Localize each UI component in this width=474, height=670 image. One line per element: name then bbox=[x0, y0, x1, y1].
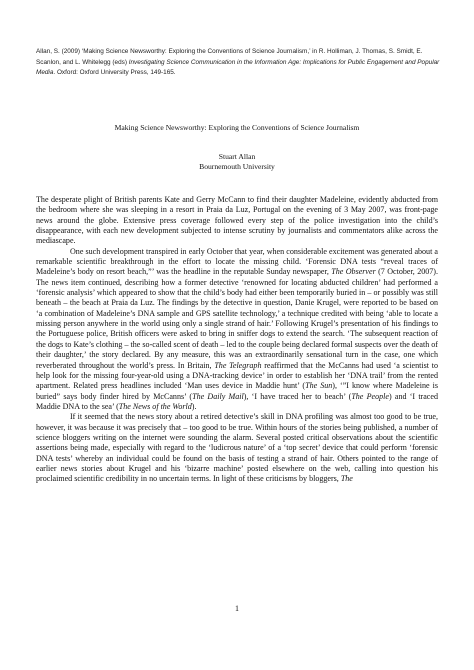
author-block bbox=[36, 152, 438, 173]
publication-name: The News of the World bbox=[118, 401, 192, 411]
paragraph-2 bbox=[36, 247, 438, 413]
publication-name: The Telegraph bbox=[214, 360, 262, 370]
text-run: reaffirmed that the McCanns had used ‘a scientist to help look for the missing four-year-old using a DNA-tracking device’ in order to establish her ‘DNA trail’ from the rented apartment. Related press headlines included ‘Man uses device in Maddie hunt’ ( bbox=[36, 360, 438, 391]
author-name: Stuart Allan bbox=[218, 152, 256, 161]
publication-name: The Observer bbox=[331, 267, 376, 277]
publication-name: The bbox=[340, 474, 353, 484]
text-run: (7 October, 2007). The news item continued, describing how a former detective ‘renowned for locating abducted children’ had performed a ‘forensic analysis’ which appeared to show that the child’s body had either been temporarily buried in – or possibly was still beneath – the beach at Praia da Luz. The findings by the detective in question, Danie Krugel, were reported to be based on ‘a combination of Madeleine’s DNA sample and GPS satellite technology,’ a technique credited with being ‘able to locate a missing person anywhere in the world using only a single strand of hair.’ Following Krugel’s presentation of his findings to the Portuguese police, British officers were asked to bring in sniffer dogs to extend the search. ‘The subsequent reaction of the dogs to Kate’s clothing – the so-called scent of death – led to the couple being declared formal suspects over the death of their daughter,’ the story declared. By any measure, this was an extraordinarily sensational turn in the case, one which reverberated throughout the world’s press. In Britain, bbox=[36, 267, 438, 370]
paper-title: Making Science Newsworthy: Exploring the Conventions of Science Journalism bbox=[114, 123, 360, 132]
text-run: One such development transpired in early October that year, when considerable excitement was generated about a remarkable scientific breakthrough in the effort to locate the missing child. ‘Forensic DNA tests “reveal traces of Madeleine’s body on resort beach,”’ was the headline in the reputable Sunday newspaper, bbox=[36, 246, 438, 277]
page-number: 1 bbox=[235, 604, 239, 613]
publication-name: The Daily Mail bbox=[192, 391, 244, 401]
text-run: ). bbox=[191, 401, 197, 411]
paragraph-1: The desperate plight of British parents Kate and Gerry McCann to find their daughter Madeleine, evidently abducted from the bedroom where she was sleeping in a resort in Praia da Luz, Portugal on the evening of 3 May 2007, was front-page news around the globe. Extensive press coverage followed every step of the police investigation into the child’s disappearance, with each new development subjected to intense scrutiny by journalists and commentators alike across the mediascape. bbox=[36, 195, 438, 246]
citation-book-title: Investigating Science Communication in the Information Age: Implications for Public Engagement and Popular Media bbox=[36, 58, 440, 77]
citation-text: Allan, S. (2009) ‘Making Science Newsworthy: Exploring the Conventions of Science Journalism,’ in R. Holliman, J. Thomas, S. Smidt, E. Scanlon, and L. Whitelegg (eds) bbox=[36, 48, 423, 66]
body-text bbox=[36, 195, 438, 485]
author-affiliation: Bournemouth University bbox=[199, 162, 275, 172]
publication-name: The Sun bbox=[305, 381, 333, 391]
text-run: ), ‘”I know where Madeleine is buried” says body finder hired by McCanns’ ( bbox=[36, 381, 438, 401]
citation-header bbox=[36, 47, 440, 79]
paragraph-3 bbox=[36, 412, 438, 484]
text-run: ), ‘I have traced her to beach’ ( bbox=[243, 391, 352, 401]
citation-publisher: . Oxford: Oxford University Press, 149-165. bbox=[53, 69, 176, 77]
text-run: ) and ‘I traced Maddie DNA to the sea’ ( bbox=[36, 391, 438, 411]
text-run: If it seemed that the news story about a retired detective’s skill in DNA profiling was almost too good to be true, however, it was because it was precisely that – too good to be true. Within hours of the stories being published, a number of science bloggers writing on the internet were sounding the alarm. Several posted critical observations about the scientific assertions being made, especially with regard to the ‘ludicrous nature’ of a ‘top secret’ device that could perform ‘forensic DNA tests’ whereby an individual could be found on the basis of testing a strand of hair. Others pointed to the range of earlier news stories about Krugel and his ‘bizarre machine’ posted elsewhere on the web, calling into question his proclaimed scientific credibility in no uncertain terms. In light of these criticisms by bloggers, bbox=[36, 412, 438, 484]
publication-name: The People bbox=[351, 391, 389, 401]
